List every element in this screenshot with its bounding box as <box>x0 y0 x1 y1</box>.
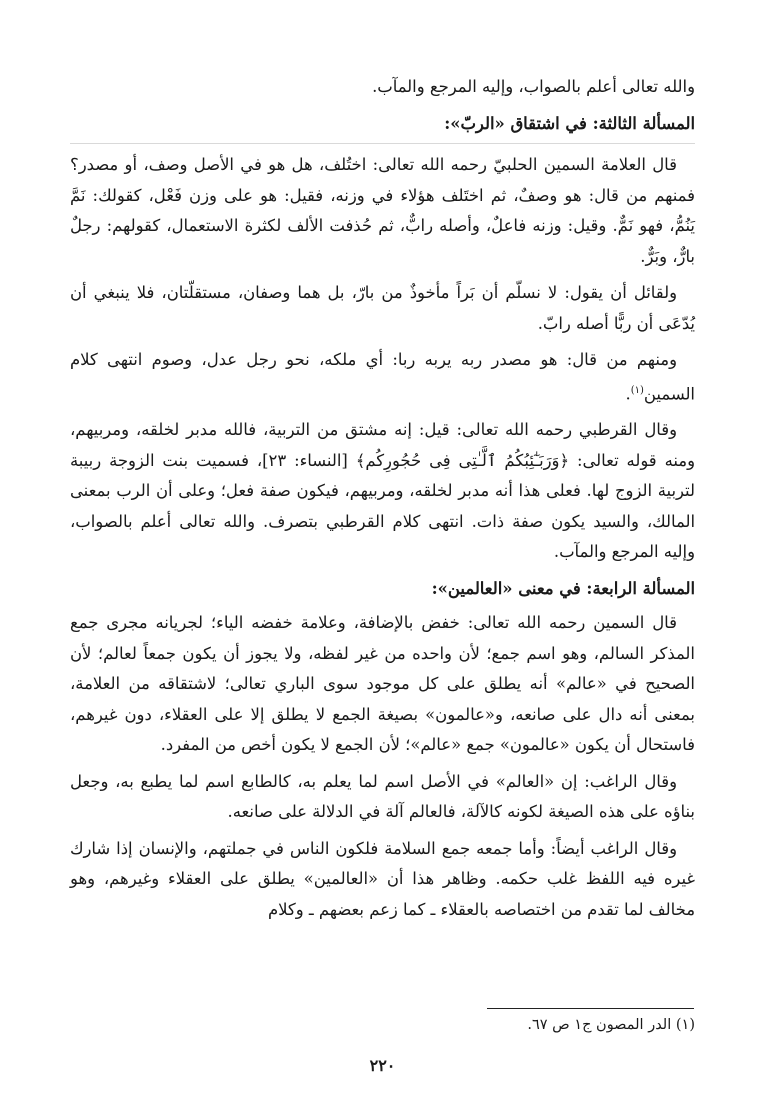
closing-formula: والله تعالى أعلم بالصواب، وإليه المرجع والمآب. <box>372 77 695 96</box>
paragraph-qurtubi: وقال القرطبي رحمه الله تعالى: قيل: إنه مشتق من التربية، فالله مدبر لخلقه، ومربيهم، ومنه قوله تعالى: ﴿وَرَبَـٰٓئِبُكُمُ ٱلَّـٰتِى فِى حُجُورِكُم﴾ [النساء: ٢٣]، فسميت بنت الزوجة ربيبة لتربية الزوج لها. فعلى هذا أنه مدبر لخلقه، ومربيهم، فيكون صفة فعل؛ وعلى أن الرب بمعنى المالك، والسيد يكون صفة ذات. انتهى كلام القرطبي بتصرف. والله تعالى أعلم بالصواب، وإليه المرجع والمآب. <box>70 420 695 562</box>
section-heading-third: المسألة الثالثة: في اشتقاق «الربّ»: <box>444 113 695 133</box>
section-heading-fourth: المسألة الرابعة: في معنى «العالمين»: <box>431 578 695 598</box>
footnote: (١) الدر المصون ج١ ص ٦٧. <box>527 1017 695 1033</box>
paragraph-masdar <box>70 345 695 409</box>
paragraph-raghib-1: وقال الراغب: إن «العالم» في الأصل اسم لما يعلم به، كالطابع اسم لما يطبع به، وجعل بناؤه على هذه الصيغة لكونه كالآلة، فالعالم آلة في الدلالة على صانعه. <box>70 771 695 822</box>
footnote-separator <box>487 1008 694 1009</box>
paragraph-objection: ولقائل أن يقول: لا نسلّم أن بَراً مأخوذٌ من بارّ، بل هما وصفان، مستقلّتان، فلا ينبغي أن يُدّعَى أن ربًّا أصله رابّ. <box>70 283 695 333</box>
page-body <box>70 72 695 931</box>
paragraph-raghib-2: وقال الراغب أيضاً: وأما جمعه جمع السلامة فلكون الناس في جملتهم، والإنسان إذا شارك غيره فيه اللفظ غلب حكمه. وظاهر هذا أن «العالمين» يطلق على العقلاء وغيرهم، وهو مخالف لما تقدم من اختصاصه بالعقلاء ـ كما زعم بعضهم ـ وكلام <box>70 838 695 919</box>
section-divider <box>70 143 695 144</box>
paragraph-masdar-text: ومنهم من قال: هو مصدر ربه يربه ربا: أي ملكه، نحو رجل عدل، وصوم انتهى كلام السمين <box>70 350 695 403</box>
footnote-marker[interactable]: (١) <box>630 384 644 396</box>
paragraph-samin-opinion: قال العلامة السمين الحلبيّ رحمه الله تعالى: اختُلف، هل هو في الأصل وصف، أو مصدر؟ فمنهم من قال: هو وصفٌ، ثم اختَلف هؤلاء في وزنه، فقيل: هو على وزن فَعْل، كقولك: نَمَّ يَنُمُّ، فهو نَمٌّ. وقيل: وزنه فاعلٌ، وأصله رابٌّ، ثم حُذفت الألف لكثرة الاستعمال، كقولهم: رجلٌ بارٌّ، وبَرٌّ. <box>70 155 695 266</box>
paragraph-alamin: قال السمين رحمه الله تعالى: خفض بالإضافة، وعلامة خفضه الياء؛ لجريانه مجرى جمع المذكر السالم، وهو اسم جمع؛ لأن واحده من غير لفظه، ولا يجوز أن يكون جمعاً لعالم؛ لأن الصحيح في «عالم» أنه يطلق على كل موجود سوى الباري تعالى؛ لاشتقاقه من العلامة، بمعنى أنه دال على صانعه، و«عالمون» بصيغة الجمع لا يطلق إلا على العقلاء، دون غيرهم، فاستحال أن يكون «عالمون» جمع «عالم»؛ لأن الجمع لا يكون أخص من المفرد. <box>70 613 695 755</box>
page-number: ٢٢٠ <box>369 1056 396 1075</box>
paragraph-masdar-end: . <box>625 383 631 403</box>
